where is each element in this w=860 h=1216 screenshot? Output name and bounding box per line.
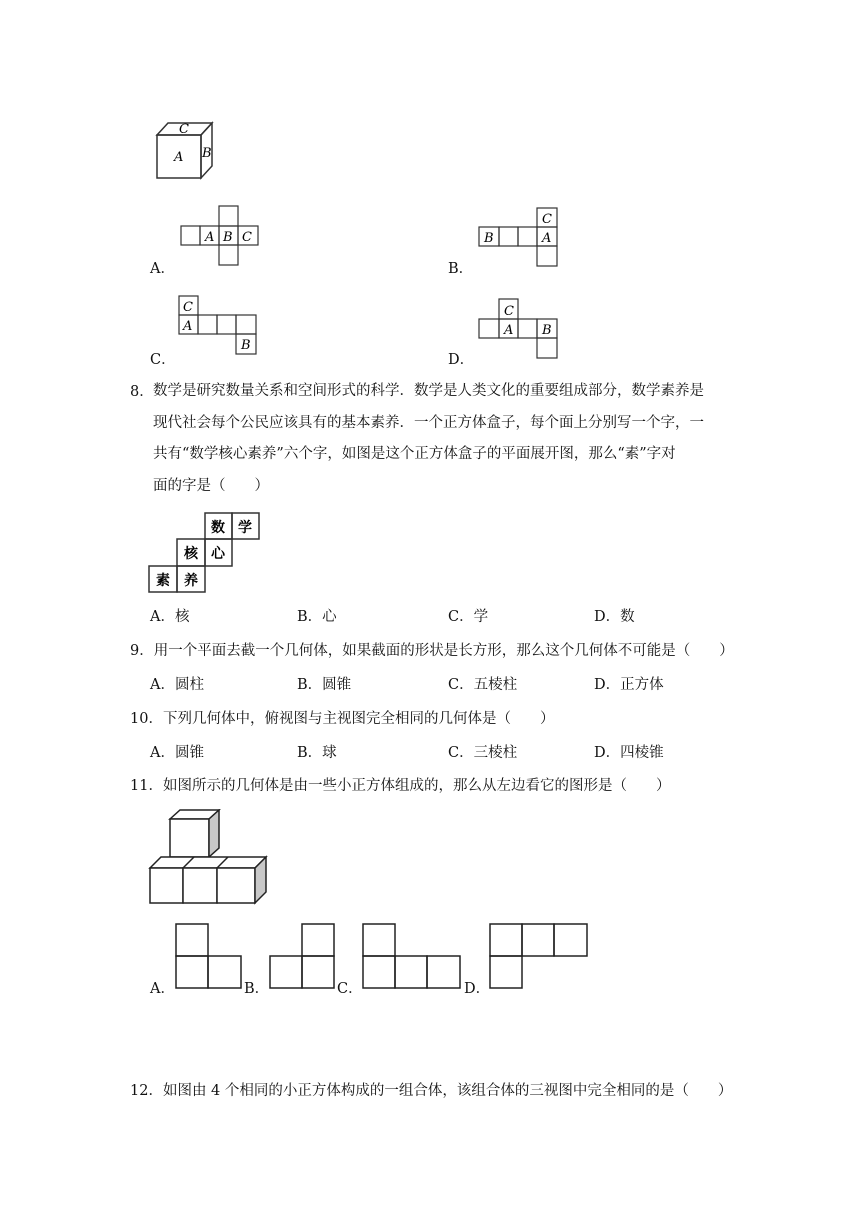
q8-option-a[interactable]: A．核 [150, 609, 190, 625]
q11-option-c-view [361, 922, 463, 990]
net-a-cell-3: C [242, 230, 252, 245]
net-char-3: 核 [184, 546, 198, 562]
q11-solid-figure [148, 809, 273, 906]
q11-option-b-label[interactable]: B． [244, 981, 270, 997]
q9-option-b[interactable]: B．圆锥 [297, 677, 352, 693]
q9-option-a[interactable]: A．圆柱 [150, 677, 204, 693]
q11-question-text: 11．如图所示的几何体是由一些小正方体组成的，那么从左边看它的图形是（ ） [130, 778, 671, 794]
net-a-cell-1: A [205, 230, 215, 245]
q8-option-c[interactable]: C．学 [448, 609, 489, 625]
q7-option-a-label[interactable]: A． [150, 261, 175, 277]
cube-top-label: C [179, 122, 189, 137]
q10-option-a[interactable]: A．圆锥 [150, 745, 204, 761]
q8-line-1: 数学是研究数量关系和空间形式的科学．数学是人类文化的重要组成部分，数学素养是 [153, 383, 704, 399]
q9-question-text: 9．用一个平面去截一个几何体，如果截面的形状是长方形，那么这个几何体不可能是（ ） [130, 643, 734, 659]
net-d-cell-right: B [542, 323, 552, 338]
q7-option-b-label[interactable]: B． [448, 261, 474, 277]
q7-option-c-label[interactable]: C． [150, 352, 176, 368]
q8-line-2: 现代社会每个公民应该具有的基本素养．一个正方体盒子，每个面上分别写一个字，一 [153, 414, 704, 431]
q12-question-text: 12．如图由 4 个相同的小正方体构成的一组合体，该组合体的三视图中完全相同的是（ ） [130, 1083, 733, 1099]
q8-option-d[interactable]: D．数 [594, 609, 635, 625]
net-a-cell-2: B [223, 230, 233, 245]
q9-option-d[interactable]: D．正方体 [594, 677, 664, 693]
net-char-5: 素 [156, 573, 170, 589]
q8-option-b[interactable]: B．心 [297, 609, 337, 625]
q7-option-a-net [180, 205, 262, 267]
q8-line-4: 面的字是（ ） [153, 477, 269, 494]
q8-line-3: 共有“数学核心素养”六个字，如图是这个正方体盒子的平面展开图，那么“素”字对 [153, 446, 676, 462]
q7-option-d-label[interactable]: D． [448, 352, 475, 368]
q7-option-c-net [178, 295, 260, 357]
q11-option-d-view [488, 922, 590, 990]
q9-option-c[interactable]: C．五棱柱 [448, 677, 518, 693]
q7-cube-figure [150, 115, 220, 185]
net-d-cell-mid: A [504, 323, 514, 338]
net-char-6: 养 [184, 573, 198, 589]
cube-right-label: B [202, 146, 212, 161]
q10-question-text: 10．下列几何体中，俯视图与主视图完全相同的几何体是（ ） [130, 711, 555, 727]
net-char-1: 数 [211, 520, 225, 536]
q11-option-d-label[interactable]: D． [464, 981, 491, 997]
net-b-cell-right: A [542, 231, 552, 246]
q11-option-c-label[interactable]: C． [337, 981, 363, 997]
q10-option-b[interactable]: B．球 [297, 745, 337, 761]
q8-number: 8． [130, 384, 154, 400]
net-d-cell-top: C [504, 304, 514, 319]
net-c-cell-mid: A [183, 319, 193, 334]
net-b-cell-left: B [484, 231, 494, 246]
q10-option-d[interactable]: D．四棱锥 [594, 745, 664, 761]
net-c-cell-top: C [183, 300, 193, 315]
net-b-cell-top: C [542, 212, 552, 227]
q11-option-a-view [174, 922, 244, 990]
net-char-4: 心 [211, 546, 225, 562]
cube-front-label: A [174, 150, 184, 165]
net-char-2: 学 [238, 520, 252, 536]
net-c-cell-bottom: B [241, 338, 251, 353]
q11-option-a-label[interactable]: A． [150, 981, 175, 997]
q7-option-d-net [478, 298, 560, 360]
q11-option-b-view [268, 922, 338, 990]
q10-option-c[interactable]: C．三棱柱 [448, 745, 518, 761]
q8-cube-net [148, 512, 262, 594]
q8-question-text [153, 376, 753, 502]
q7-option-b-net [478, 207, 560, 269]
